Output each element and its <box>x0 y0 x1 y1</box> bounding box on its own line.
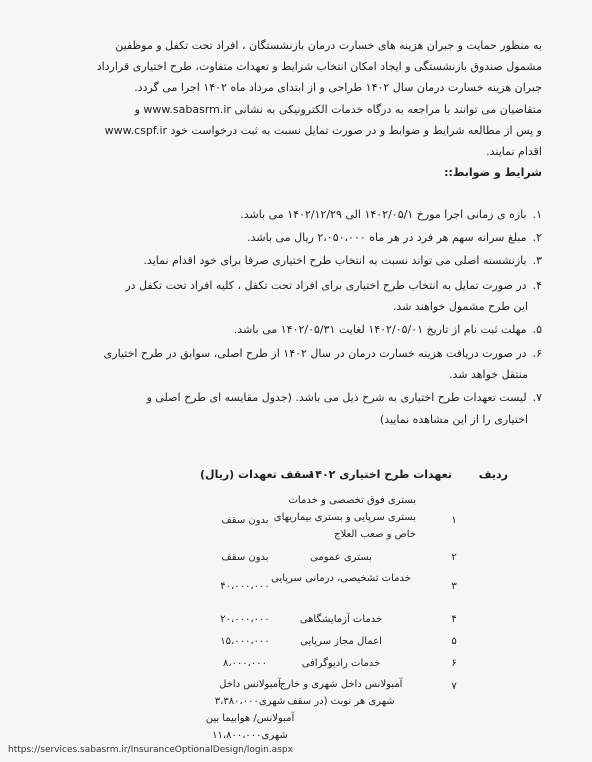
condition-number: ۵. <box>532 323 542 336</box>
table-row-6-service: خدمات رادیوگرافی <box>301 658 381 669</box>
table-header-service: تعهدات طرح اختیاری ۱۴۰۲ <box>308 468 452 481</box>
condition-text: مهلت ثبت نام از تاریخ ۱۴۰۲/۰۵/۰۱ لغایت ۱۴۰۲/۰۵/۳۱ می باشد. <box>233 323 527 336</box>
intro-line-2: مشمول صندوق بازنشستگی و ایجاد امکان انتخاب شرایط و تعهدات متفاوت، طرح اختیاری قرارداد <box>96 60 542 73</box>
condition-number: ۷. <box>532 391 542 404</box>
table-row-5-num: ۵ <box>451 636 457 647</box>
intro-line-6: اقدام نمایند. <box>486 145 542 158</box>
table-row-4-num: ۴ <box>451 614 457 625</box>
table-row-3-num: ۳ <box>451 581 457 592</box>
condition-item-6-cont: منتقل خواهد شد. <box>448 368 528 381</box>
condition-item-2 <box>42 228 542 248</box>
table-row-5-service: اعمال مجاز سرپایی <box>300 636 382 647</box>
table-row-1-num: ۱ <box>451 515 457 526</box>
table-row-7-num: ۷ <box>451 681 457 692</box>
condition-text: مبلغ سرانه سهم هر فرد در هر ماه ۲،۰۵۰،۰۰۰ ریال می باشد. <box>247 231 527 244</box>
table-row-4-service: خدمات آزمایشگاهی <box>299 614 383 625</box>
table-row-3-ceiling: ۴۰،۰۰۰،۰۰۰ <box>220 581 270 592</box>
table-row-2-ceiling: بدون سقف <box>221 552 269 563</box>
condition-number: ۲. <box>532 231 542 244</box>
table-row-3-service: خدمات تشخیصی، درمانی سرپایی <box>271 573 411 584</box>
footer-url[interactable]: https://services.sabasrm.ir/InsuranceOptionalDesign/login.aspx <box>8 745 293 755</box>
condition-text: بازنشسته اصلی می تواند نسبت به انتخاب طرح اختیاری صرفا برای خود اقدام نماید. <box>143 254 527 267</box>
table-row-6-ceiling: ۸،۰۰۰،۰۰۰ <box>222 658 268 669</box>
condition-text: لیست تعهدات طرح اختیاری به شرح ذیل می باشد. (جدول مقایسه ای طرح اصلی و <box>146 391 527 404</box>
condition-item-6 <box>42 344 542 364</box>
condition-number: ۶. <box>532 347 542 360</box>
condition-item-1 <box>42 205 542 225</box>
table-row-7-ceiling: آمبولانس داخل شهری۳،۳۸۰،۰۰۰ آمبولانس/ هوابیما بین شهری۱۱،۸۰۰،۰۰۰ <box>205 679 295 741</box>
condition-item-7 <box>42 388 542 408</box>
table-row-4-ceiling: ۲۰،۰۰۰،۰۰۰ <box>220 614 270 625</box>
intro-line-3: جبران هزینه خسارت درمان سال ۱۴۰۲ طراحی و از ابتدای مرداد ماه ۱۴۰۲ اجرا می گردد. <box>134 81 542 94</box>
condition-item-5 <box>42 320 542 340</box>
condition-text: در صورت دریافت هزینه خسارت درمان در سال ۱۴۰۲ از طرح اصلی، سوابق در طرح اختیاری <box>103 347 527 360</box>
condition-number: ۴. <box>532 279 542 292</box>
table-row-2-service: بستری عمومی <box>310 552 372 563</box>
intro-line-1: به منظور حمایت و جبران هزینه های خسارت درمان بازنشستگان ، افراد تحت تکفل و موظفین <box>115 39 542 52</box>
condition-number: ۱. <box>532 208 542 221</box>
condition-item-4 <box>42 276 542 296</box>
conditions-heading: شرایط و ضوابط:: <box>444 166 542 179</box>
condition-item-4-cont: این طرح مشمول خواهند شد. <box>392 300 528 313</box>
table-header-ceiling: سقف تعهدات (ریال) <box>200 468 313 481</box>
table-row-7-service: آمبولانس داخل شهری و خارج شهری هر نوبت (در سقف <box>279 679 403 707</box>
table-row-6-num: ۶ <box>451 658 457 669</box>
table-row-1-ceiling: بدون سقف <box>221 515 269 526</box>
table-row-5-ceiling: ۱۵،۰۰۰،۰۰۰ <box>220 636 270 647</box>
table-row-2-num: ۲ <box>451 552 457 563</box>
condition-text: بازه ی زمانی اجرا مورخ ۱۴۰۲/۰۵/۱ الی ۱۴۰۲/۱۲/۲۹ می باشد. <box>240 208 527 221</box>
intro-line-4: متقاضیان می توانند با مراجعه به درگاه خدمات الکترونیکی به نشانی www.sabasrm.ir و <box>134 103 542 116</box>
intro-line-5: www.cspf.ir و پس از مطالعه شرایط و ضوابط و در صورت تمایل نسبت به ثبت درخواست خود <box>104 124 542 137</box>
condition-text: در صورت تمایل به انتخاب طرح اختیاری برای افراد تحت تکفل ، کلیه افراد تحت تکفل در <box>125 279 527 292</box>
condition-number: ۳. <box>532 254 542 267</box>
condition-item-7-cont: اختیاری را از این مشاهده نمایید) <box>379 413 528 426</box>
table-header-row: ردیف <box>478 468 508 481</box>
table-row-1-service: بستری فوق تخصصی و خدمات بستری سرپایی و بستری بیماریهای خاص و صعب العلاج <box>273 495 416 540</box>
condition-item-3 <box>42 251 542 271</box>
